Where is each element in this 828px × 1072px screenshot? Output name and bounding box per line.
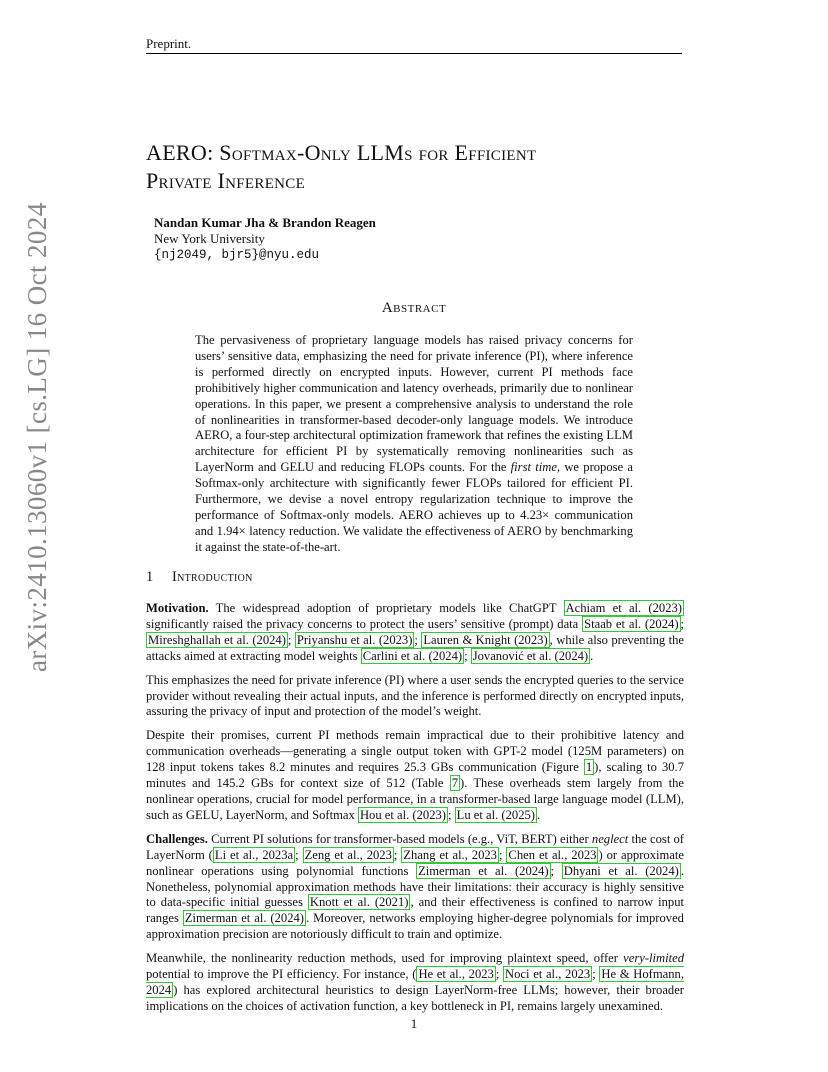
citation-link[interactable]: Hou et al. (2023) [359, 807, 446, 822]
author-names: Nandan Kumar Jha & Brandon Reagen [154, 215, 376, 230]
running-head: Preprint. [146, 36, 192, 51]
paragraph-motivation: Motivation. The widespread adoption of proprietary models like ChatGPT Achiam et al. (2023) significantly raised the privacy concerns to protect the users’ sensitive (prompt) data Staab et al. (2024) ; Mireshghallah et al. (2024) ; Priyanshu et al. (2023) ; Lauren & Knight (2023) , while also preventing the attacks aimed at extracting model weights Carlini et al. (2024) ; Jovanović et al. (2024) . [146, 601, 685, 663]
paragraph-challenges: Challenges. Current PI solutions for transformer-based models (e.g., ViT, BERT) either neglect the cost of LayerNorm ( Li et al., 2023a ; Zeng et al., 2023 ; Zhang et al., 2023 ; Chen et al., 2023 ) or approximate nonlinear operations using polynomial functions Zimerman et al. (2024) ; Dhyani et al. (2024) . Nonetheless, polynomial approximation methods have their limitations: their accuracy is highly sensitive to data-specific initial guesses Knott et al. (2021) , and their effectiveness is confined to narrow input ranges Zimerman et al. (2024) . Moreover, networks employing higher-degree polynomials for improved approximation precision are notoriously difficult to train and optimize. [146, 831, 685, 942]
abstract-heading: Abstract [381, 300, 447, 316]
citation-link[interactable]: Priyanshu et al. (2023) [296, 632, 413, 647]
author-email[interactable]: {nj2049, bjr5}@nyu.edu [154, 248, 320, 262]
paragraph-nonlinearity-reduction: Meanwhile, the nonlinearity reduction methods, used for improving plaintext speed, offer very-limited potential to improve the PI efficiency. For instance, ( He et al., 2023 ; Noci et al., 2023 ; He & Hofmann, 2024 ) has explored architectural heuristics to design LayerNorm-free LLMs; however, their broader implications on the choices of activation function, a key bottleneck in PI, remains largely unexamined. [146, 951, 684, 1013]
section-number: 1 [146, 569, 154, 585]
citation-link[interactable]: He et al., 2023 [418, 967, 494, 982]
citation-link[interactable]: Noci et al., 2023 [505, 967, 591, 982]
section-heading [146, 569, 682, 586]
section-title: Introduction [172, 569, 253, 585]
citation-link[interactable]: Achiam et al. (2023) [565, 601, 682, 615]
citation-link[interactable]: Zhang et al., 2023 [403, 847, 497, 862]
citation-link[interactable]: Knott et al. (2021) [309, 895, 409, 910]
paragraph-lead: Motivation. [146, 601, 209, 615]
citation-link[interactable]: Zeng et al., 2023 [304, 847, 392, 862]
title-line-2: Private Inference [146, 168, 306, 193]
citation-link[interactable]: Zimerman et al. (2024) [184, 911, 304, 926]
paper-title [146, 139, 682, 195]
citation-link[interactable]: Chen et al., 2023 [508, 847, 597, 862]
header-rule [146, 53, 682, 54]
paragraph-private-inference: This emphasizes the need for private inference (PI) where a user sends the encrypted queries to the service provider without revealing their actual inputs, and the inference is performed directly on encrypted inputs, assuring the privacy of input and protection of the model’s weight. [146, 672, 684, 719]
author-block [154, 215, 674, 263]
figure-link[interactable]: 1 [585, 760, 593, 775]
abstract-text: The pervasiveness of proprietary language models has raised privacy concerns for users’ sensitive data, emphasizing the need for private inference (PI), where inference is performed directly on encrypted inputs. However, current PI methods face prohibitively higher communication and latency overheads, primarily due to nonlinear operations. In this paper, we present a comprehensive analysis to understand the role of nonlinearities in transformer-based decoder-only language models. We introduce AERO, a four-step architectural optimization framework that refines the existing LLM architecture for efficient PI by systematically removing nonlinearities such as LayerNorm and GELU and reducing FLOPs counts. For the first time, we propose a Softmax-only architecture with significantly fewer FLOPs tailored for efficient PI. Furthermore, we devise a novel entropy regularization technique to improve the performance of Softmax-only models. AERO achieves up to 4.23× communication and 1.94× latency reduction. We validate the effectiveness of AERO by benchmarking it against the state-of-the-art. [195, 333, 633, 554]
paragraph-overheads: Despite their promises, current PI methods remain impractical due to their prohibitive latency and communication overheads—generating a single output token with GPT-2 model (125M parameters) on 128 input tokens takes 8.2 minutes and requires 25.3 GBs communication (Figure 1 ), scaling to 30.7 minutes and 145.2 GBs for context size of 512 (Table 7 ). These overheads stem largely from the nonlinear operations, crucial for model performance, in a transformer-based large language model (LLM), such as GELU, LayerNorm, and Softmax Hou et al. (2023) ; Lu et al. (2025) . [146, 728, 684, 822]
citation-link[interactable]: He & Hofmann, 2024 [146, 967, 684, 997]
citation-link[interactable]: Li et al., 2023a [214, 847, 294, 862]
citation-link[interactable]: Mireshghallah et al. (2024) [148, 632, 286, 647]
page-number: 1 [410, 1016, 418, 1031]
body-text [146, 601, 684, 1023]
arxiv-identifier[interactable]: arXiv:2410.13060v1 [cs.LG] 16 Oct 2024 [22, 202, 52, 672]
affiliation: New York University [154, 231, 265, 246]
abstract-emphasis: first time [510, 460, 557, 475]
paragraph-lead: Challenges. [146, 831, 208, 846]
citation-link[interactable]: Carlini et al. (2024) [362, 648, 463, 663]
arxiv-sidebar [18, 202, 52, 672]
citation-link[interactable]: Staab et al. (2024) [584, 616, 679, 631]
citation-link[interactable]: Dhyani et al. (2024) [563, 863, 679, 878]
citation-link[interactable]: Jovanović et al. (2024) [472, 648, 589, 663]
citation-link[interactable]: Lu et al. (2025) [456, 807, 535, 822]
citation-link[interactable]: Zimerman et al. (2024) [418, 863, 549, 878]
title-line-1: AERO: Softmax-Only LLMs for Efficient [146, 140, 537, 165]
citation-link[interactable]: Lauren & Knight (2023) [423, 632, 548, 647]
table-link[interactable]: 7 [451, 776, 459, 791]
